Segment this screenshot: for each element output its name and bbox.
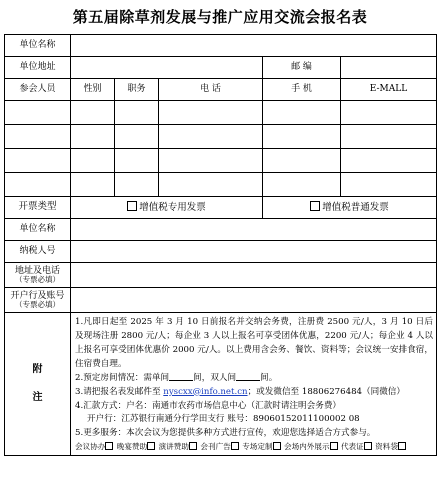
notes-content (71, 313, 437, 456)
single-room-blank[interactable] (169, 372, 193, 381)
address-phone-label (5, 263, 71, 288)
notes-header-2: 注 (32, 391, 43, 403)
checkbox-icon (231, 442, 239, 450)
bank-account-text: 开户行及账号 (10, 290, 65, 301)
bank-account-label (5, 288, 71, 313)
note-5: 5.更多服务：本次会议为您提供多种方式进行宣传，欢迎您选择适合方式参与。 (75, 428, 376, 439)
invoice-special-text: 增值税专用发票 (139, 202, 206, 214)
notes-header-1: 附 (32, 364, 43, 376)
invoice-special-option[interactable] (71, 197, 263, 219)
option-item[interactable]: 晚宴赞助 (117, 442, 156, 451)
notes-header (5, 313, 71, 456)
invoice-unit-name-field[interactable] (71, 219, 437, 241)
option-item[interactable]: 演讲赞助 (159, 442, 198, 451)
checkbox-icon[interactable] (310, 201, 320, 211)
unit-name-field[interactable] (71, 35, 437, 57)
option-item[interactable]: 专场定制 (242, 442, 281, 451)
attendee-row (5, 101, 437, 125)
postcode-label: 邮 编 (263, 57, 341, 79)
checkbox-icon (105, 442, 113, 450)
checkbox-icon (189, 442, 197, 450)
email-link[interactable]: nyscxx@info.net.cn (163, 386, 248, 397)
invoice-unit-name-label: 单位名称 (5, 219, 71, 241)
checkbox-icon (147, 442, 155, 450)
note-3: 3.请把报名表发邮件至 nyscxx@info.net.cn；或发微信至 18806276484（同微信） (75, 386, 405, 397)
option-item[interactable]: 会场内外展示 (284, 442, 339, 451)
form-title: 第五届除草剂发展与推广应用交流会报名表 (72, 8, 368, 26)
email-header: E-MALL (341, 79, 437, 101)
unit-address-label: 单位地址 (5, 57, 71, 79)
note-4-line-2: 开户行：江苏银行南通分行学田支行 账号：89060152011100002 08 (87, 414, 360, 425)
unit-name-label: 单位名称 (5, 35, 71, 57)
option-item[interactable]: 会议协办 (75, 442, 114, 451)
note-1: 1.凡即日起至 2025 年 3 月 10 日前报名并交纳会务费，注册费 2500 元/人，3 月 10 日后及现场注册 2800 元/人；每企业 3 人以上报名可享受团体优惠，2200 元/人；每企业 4 人以上报名可享受团体优惠价 2000 元/人。以上费用含会务、餐饮、资料等；会议统一安排食宿，住宿费自理。 (75, 317, 433, 369)
checkbox-icon (273, 442, 281, 450)
note-2: 2.预定房间情况：需单间 间，双人间 间。 (75, 372, 278, 383)
checkbox-icon (330, 442, 338, 450)
bank-account-field[interactable] (71, 288, 437, 313)
attendee-row (5, 125, 437, 149)
attendee-row (5, 173, 437, 197)
option-item[interactable]: 会刊广告 (200, 442, 239, 451)
position-header: 职务 (115, 79, 159, 101)
address-phone-field[interactable] (71, 263, 437, 288)
gender-header: 性别 (71, 79, 115, 101)
taxpayer-field[interactable] (71, 241, 437, 263)
attendees-header: 参会人员 (5, 79, 71, 101)
address-phone-note: （专票必填） (15, 274, 60, 284)
mobile-header: 手 机 (263, 79, 341, 101)
taxpayer-label: 纳税人号 (5, 241, 71, 263)
checkbox-icon (398, 442, 406, 450)
postcode-field[interactable] (341, 57, 437, 79)
double-room-blank[interactable] (236, 372, 260, 381)
option-item[interactable]: 资料袋 (375, 442, 407, 451)
phone-header: 电 话 (159, 79, 263, 101)
invoice-normal-option[interactable] (263, 197, 437, 219)
invoice-type-label: 开票类型 (5, 197, 71, 219)
registration-form (4, 34, 437, 456)
attendee-row (5, 149, 437, 173)
note-4-line-1: 4.汇款方式：户名：南通市农药市场信息中心（汇款时请注明会务费） (75, 400, 342, 411)
unit-address-field[interactable] (71, 57, 263, 79)
bank-account-note: （专票必填） (15, 299, 60, 309)
invoice-normal-text: 增值税普通发票 (322, 202, 389, 214)
checkbox-icon[interactable] (127, 201, 137, 211)
service-options (75, 441, 433, 452)
checkbox-icon (364, 442, 372, 450)
address-phone-text: 地址及电话 (14, 265, 60, 276)
option-item[interactable]: 代表证 (341, 442, 373, 451)
